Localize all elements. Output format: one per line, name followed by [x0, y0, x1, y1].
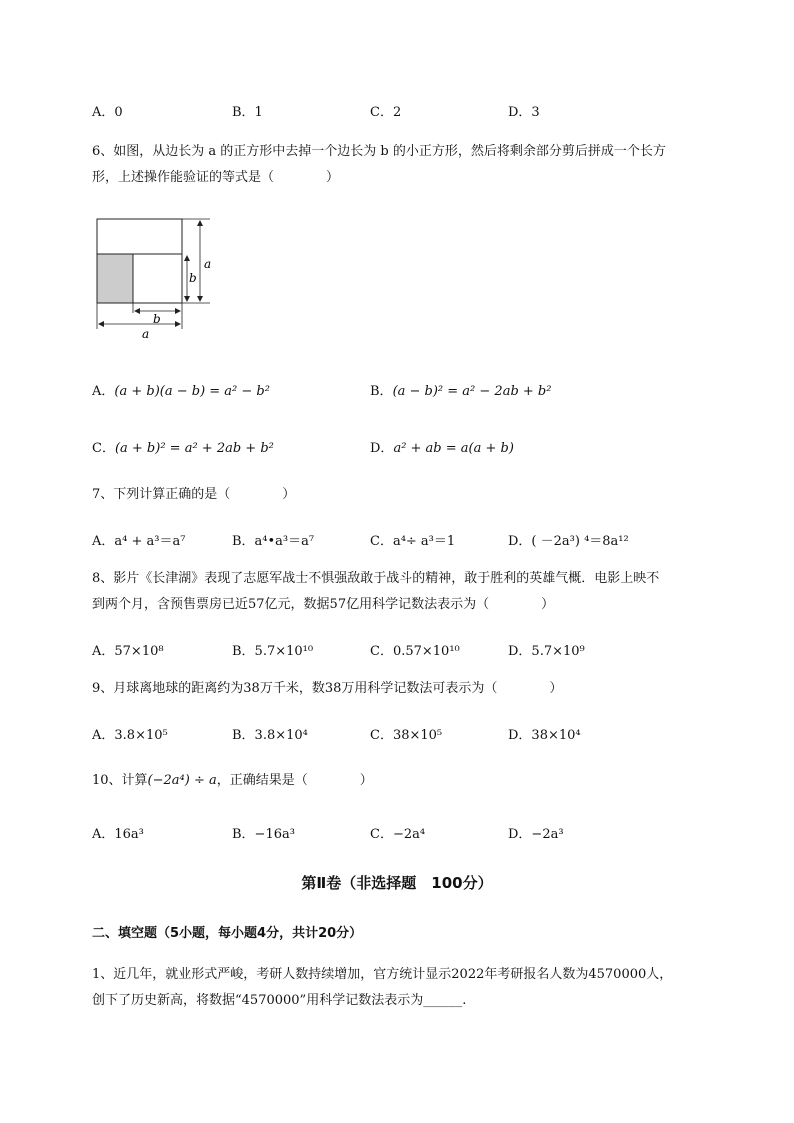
q5-option-c: C．2 — [370, 105, 402, 120]
label-a-right: a — [204, 257, 212, 271]
section2-title: 二、填空题（5小题，每小题4分，共计20分） — [92, 926, 363, 941]
label-b-bottom: b — [153, 312, 161, 326]
q5-options — [92, 101, 732, 121]
q10-option-c: C．−2a⁴ — [370, 827, 426, 842]
q6-option-b: B．(a − b)² = a² − 2ab + b² — [370, 384, 552, 399]
q10-option-b: B．−16a³ — [232, 827, 295, 842]
q6-options-row2 — [92, 437, 732, 457]
q6-option-d: D．a² + ab = a(a + b) — [370, 441, 514, 456]
q6-option-a: A．(a + b)(a − b) = a² − b² — [92, 384, 270, 399]
q9-options — [92, 724, 732, 744]
fill1-stem — [92, 962, 742, 1014]
q10-stem: 10、计算(−2a⁴) ÷ a，正确结果是（ ） — [92, 773, 373, 788]
q7-option-d: D．( －2a³) ⁴＝8a¹² — [508, 534, 629, 549]
q9-option-a: A．3.8×10⁵ — [92, 728, 168, 743]
q10-expression: (−2a⁴) ÷ a — [147, 773, 217, 788]
q7-option-b: B．a⁴•a³＝a⁷ — [232, 534, 315, 549]
q6-options-row1 — [92, 380, 732, 400]
q6-stem — [92, 139, 742, 191]
q6-option-c: C．(a + b)² = a² + 2ab + b² — [92, 441, 274, 456]
q6-stem-line2: 形，上述操作能验证的等式是（ ） — [92, 170, 340, 185]
q10-options — [92, 823, 732, 843]
shaded-region — [97, 254, 133, 303]
q8-stem-line1: 8、影片《长津湖》表现了志愿军战士不惧强敌敢于战斗的精神，敢于胜利的英雄气概．电影上映不 — [92, 571, 660, 586]
q10-option-d: D．−2a³ — [508, 827, 564, 842]
q10-option-a: A．16a³ — [92, 827, 144, 842]
q8-option-d: D．5.7×10⁹ — [508, 644, 585, 659]
q6-figure — [90, 212, 220, 344]
q8-options — [92, 640, 732, 660]
fill1-stem-line1: 1、近几年，就业形式严峻，考研人数持续增加，官方统计显示2022年考研报名人数为4570000人， — [92, 967, 673, 982]
q7-option-c: C．a⁴÷ a³＝1 — [370, 534, 456, 549]
q7-option-a: A．a⁴ + a³＝a⁷ — [92, 534, 186, 549]
q6-stem-line1: 6、如图，从边长为 a 的正方形中去掉一个边长为 b 的小正方形，然后将剩余部分剪后拼成一个长方 — [92, 144, 666, 159]
q8-option-a: A．57×10⁸ — [92, 644, 164, 659]
q5-option-d: D．3 — [508, 105, 540, 120]
q8-stem — [92, 566, 742, 618]
q5-option-b: B．1 — [232, 105, 263, 120]
q8-option-c: C．0.57×10¹⁰ — [370, 644, 460, 659]
q7-options — [92, 530, 732, 550]
q8-option-b: B．5.7×10¹⁰ — [232, 644, 314, 659]
q9-stem: 9、月球离地球的距离约为38万千米，数38万用科学记数法可表示为（ ） — [92, 681, 563, 696]
q9-option-d: D．38×10⁴ — [508, 728, 581, 743]
q8-stem-line2: 到两个月，含预售票房已近57亿元，数据57亿用科学记数法表示为（ ） — [92, 597, 555, 612]
q9-option-c: C．38×10⁵ — [370, 728, 443, 743]
part2-title: 第Ⅱ卷（非选择题 100分） — [301, 874, 493, 892]
q5-option-a: A．0 — [92, 105, 123, 120]
fill1-stem-line2: 创下了历史新高，将数据“4570000”用科学记数法表示为______. — [92, 993, 467, 1008]
label-b-right: b — [189, 271, 197, 285]
q7-stem: 7、下列计算正确的是（ ） — [92, 487, 296, 502]
q9-option-b: B．3.8×10⁴ — [232, 728, 308, 743]
label-a-bottom: a — [142, 327, 150, 341]
